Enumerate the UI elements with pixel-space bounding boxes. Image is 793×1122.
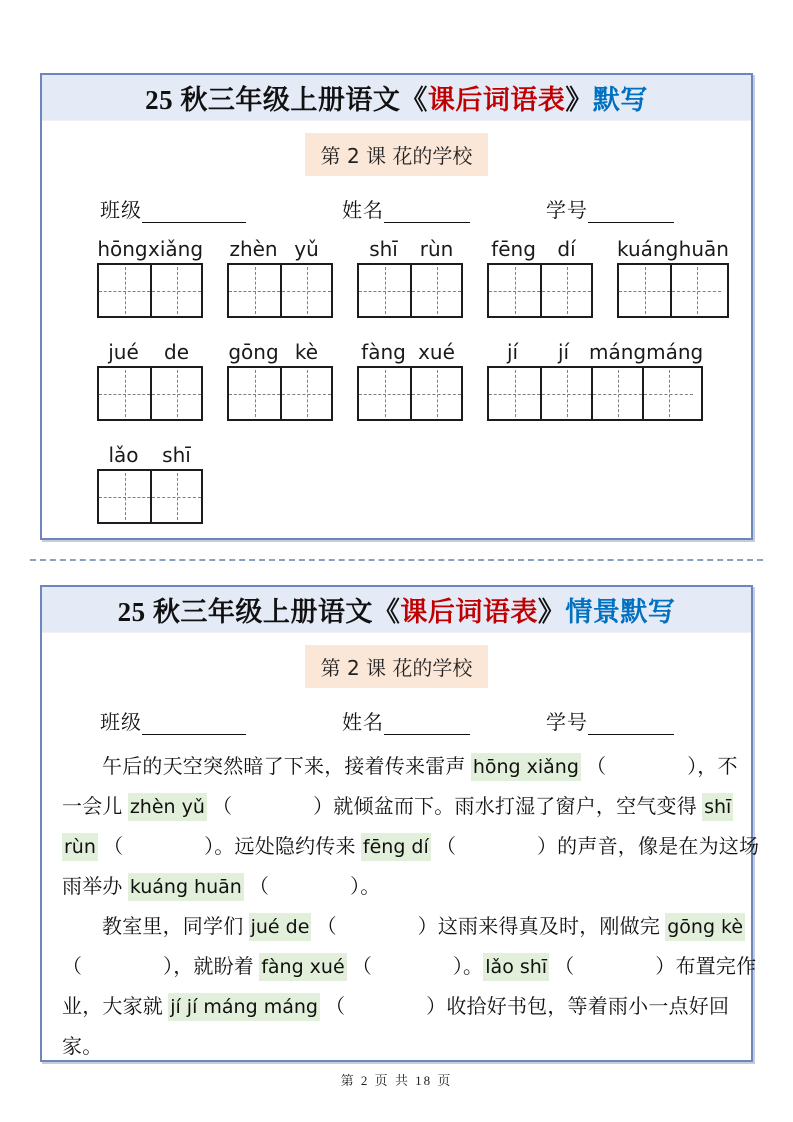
fill-in-passage	[42, 735, 760, 1067]
student-number-label: 学号	[546, 200, 588, 222]
passage-text: （ ），就盼着	[62, 956, 260, 978]
lesson-subtitle: 第 2 课 花的学校	[305, 645, 489, 688]
character-cell	[99, 368, 150, 419]
class-field	[100, 194, 246, 223]
word-block	[357, 340, 463, 421]
passage-line	[62, 827, 760, 867]
student-number-blank-line	[588, 711, 674, 735]
word-block	[357, 237, 463, 318]
student-number-field	[546, 194, 674, 223]
class-blank-line	[142, 711, 246, 735]
student-number-blank-line	[588, 199, 674, 223]
pinyin-syllable: lǎo	[108, 443, 139, 467]
character-cell	[410, 265, 461, 316]
class-label: 班级	[100, 712, 142, 734]
writing-grid	[487, 366, 703, 421]
name-field	[342, 706, 470, 735]
writing-grid	[227, 263, 333, 318]
word-block	[617, 237, 729, 318]
pinyin-syllable: kuáng	[617, 237, 679, 261]
pinyin-syllable: jí	[557, 340, 570, 364]
pinyin-syllable: hōng	[97, 237, 148, 261]
pinyin-highlight: rùn	[62, 833, 98, 861]
pinyin-label	[97, 340, 203, 364]
name-label: 姓名	[342, 712, 384, 734]
passage-text: （ ）。远处隐约传来	[97, 836, 361, 858]
word-block	[97, 340, 203, 421]
page-number-indicator: 第 2 页 共 18 页	[340, 1073, 453, 1088]
passage-text: 业，大家就	[62, 996, 169, 1018]
passage-text: （ ）。	[243, 876, 381, 898]
pinyin-syllable: rùn	[419, 237, 454, 261]
title-prefix: 25 秋三年级上册语文《	[145, 85, 428, 115]
title-book-name: 课后词语表	[427, 85, 566, 115]
character-cell	[280, 368, 331, 419]
student-info-row	[42, 194, 751, 223]
title-mode: 情景默写	[565, 597, 676, 627]
title-prefix: 25 秋三年级上册语文《	[117, 597, 401, 627]
passage-text: （ ）收拾好书包，等着雨小一点好回	[319, 996, 730, 1018]
character-cell	[489, 368, 540, 419]
pinyin-syllable: jí	[506, 340, 519, 364]
character-cell	[540, 368, 591, 419]
pinyin-label	[357, 340, 463, 364]
writing-grid	[97, 263, 203, 318]
name-blank-line	[384, 199, 470, 223]
word-row	[97, 237, 751, 318]
pinyin-syllable: shī	[369, 237, 398, 261]
character-cell	[670, 265, 721, 316]
passage-text: （ ）的声音，像是在为这场	[430, 836, 760, 858]
section2-title	[42, 587, 751, 633]
character-cell	[229, 368, 280, 419]
word-block	[227, 340, 333, 421]
character-cell	[642, 368, 693, 419]
name-blank-line	[384, 711, 470, 735]
pinyin-label	[617, 237, 729, 261]
writing-grid	[487, 263, 593, 318]
pinyin-syllable: fàng	[361, 340, 406, 364]
character-cell	[489, 265, 540, 316]
pinyin-syllable: xué	[418, 340, 455, 364]
character-cell	[150, 368, 201, 419]
word-row	[97, 443, 751, 524]
pinyin-highlight: fēng dí	[361, 833, 431, 861]
passage-text: （ ），不	[580, 756, 738, 778]
pinyin-label	[227, 237, 333, 261]
pinyin-syllable: kè	[294, 340, 319, 364]
pinyin-syllable: zhèn	[229, 237, 278, 261]
student-number-field	[546, 706, 674, 735]
title-close-bracket: 》	[565, 85, 593, 115]
writing-grid	[227, 366, 333, 421]
passage-text: （ ）。	[346, 956, 484, 978]
writing-grid	[97, 366, 203, 421]
pinyin-word-grid	[42, 237, 751, 524]
word-block	[487, 237, 593, 318]
pinyin-highlight: jí jí máng máng	[168, 993, 320, 1021]
pinyin-syllable: máng	[589, 340, 647, 364]
passage-text: 家。	[62, 1036, 103, 1058]
passage-text: （ ）就倾盆而下。雨水打湿了窗户，空气变得	[206, 796, 703, 818]
character-cell	[359, 368, 410, 419]
pinyin-highlight: shī	[702, 793, 733, 821]
pinyin-highlight: gōng kè	[665, 913, 745, 941]
character-cell	[280, 265, 331, 316]
word-row	[97, 340, 751, 421]
pinyin-label	[97, 443, 203, 467]
title-mode: 默写	[592, 85, 648, 115]
student-number-label: 学号	[546, 712, 588, 734]
passage-text: （ ）这雨来得真及时，刚做完	[311, 916, 666, 938]
lesson-subtitle: 第 2 课 花的学校	[305, 133, 489, 176]
character-cell	[99, 471, 150, 522]
character-cell	[410, 368, 461, 419]
pinyin-label	[487, 340, 703, 364]
passage-text: 雨举办	[62, 876, 128, 898]
passage-line	[62, 787, 733, 827]
dictation-card	[40, 73, 753, 540]
pinyin-syllable: gōng	[228, 340, 279, 364]
word-block	[97, 443, 203, 524]
character-cell	[150, 471, 201, 522]
character-cell	[99, 265, 150, 316]
passage-line	[62, 907, 744, 947]
pinyin-syllable: máng	[646, 340, 704, 364]
character-cell	[591, 368, 642, 419]
word-block	[97, 237, 203, 318]
character-cell	[229, 265, 280, 316]
character-cell	[150, 265, 201, 316]
character-cell	[540, 265, 591, 316]
pinyin-syllable: de	[164, 340, 189, 364]
passage-line	[62, 747, 738, 787]
passage-text: （ ）布置完作	[549, 956, 757, 978]
dashed-page-separator	[30, 559, 763, 561]
title-close-bracket: 》	[537, 597, 566, 627]
pinyin-syllable: huān	[678, 237, 729, 261]
pinyin-highlight: zhèn yǔ	[128, 793, 207, 821]
pinyin-highlight: hōng xiǎng	[471, 753, 581, 781]
pinyin-highlight: jué de	[249, 913, 312, 941]
passage-line	[62, 1027, 733, 1067]
name-label: 姓名	[342, 200, 384, 222]
pinyin-syllable: jué	[108, 340, 139, 364]
passage-line	[62, 947, 757, 987]
section1-title	[42, 75, 751, 121]
class-label: 班级	[100, 200, 142, 222]
pinyin-label	[357, 237, 463, 261]
pinyin-syllable: yǔ	[294, 237, 319, 261]
scenario-dictation-card	[40, 585, 760, 1062]
word-block	[487, 340, 703, 421]
pinyin-highlight: kuáng huān	[128, 873, 244, 901]
pinyin-highlight: fàng xué	[259, 953, 346, 981]
pinyin-syllable: fēng	[491, 237, 536, 261]
passage-line	[62, 987, 733, 1027]
writing-grid	[357, 263, 463, 318]
pinyin-highlight: lǎo shī	[483, 953, 549, 981]
class-field	[100, 706, 246, 735]
passage-line	[62, 867, 733, 907]
pinyin-syllable: shī	[162, 443, 191, 467]
word-block	[227, 237, 333, 318]
pinyin-label	[97, 237, 203, 261]
passage-text: 一会儿	[62, 796, 128, 818]
class-blank-line	[142, 199, 246, 223]
pinyin-syllable: dí	[557, 237, 576, 261]
writing-grid	[617, 263, 729, 318]
title-book-name: 课后词语表	[400, 597, 538, 627]
pinyin-label	[487, 237, 593, 261]
passage-text: 午后的天空突然暗了下来，接着传来雷声	[102, 756, 471, 778]
pinyin-syllable: xiǎng	[148, 237, 204, 261]
pinyin-label	[227, 340, 333, 364]
character-cell	[619, 265, 670, 316]
passage-text: 教室里，同学们	[102, 916, 249, 938]
student-info-row	[42, 706, 751, 735]
writing-grid	[357, 366, 463, 421]
writing-grid	[97, 469, 203, 524]
character-cell	[359, 265, 410, 316]
name-field	[342, 194, 470, 223]
